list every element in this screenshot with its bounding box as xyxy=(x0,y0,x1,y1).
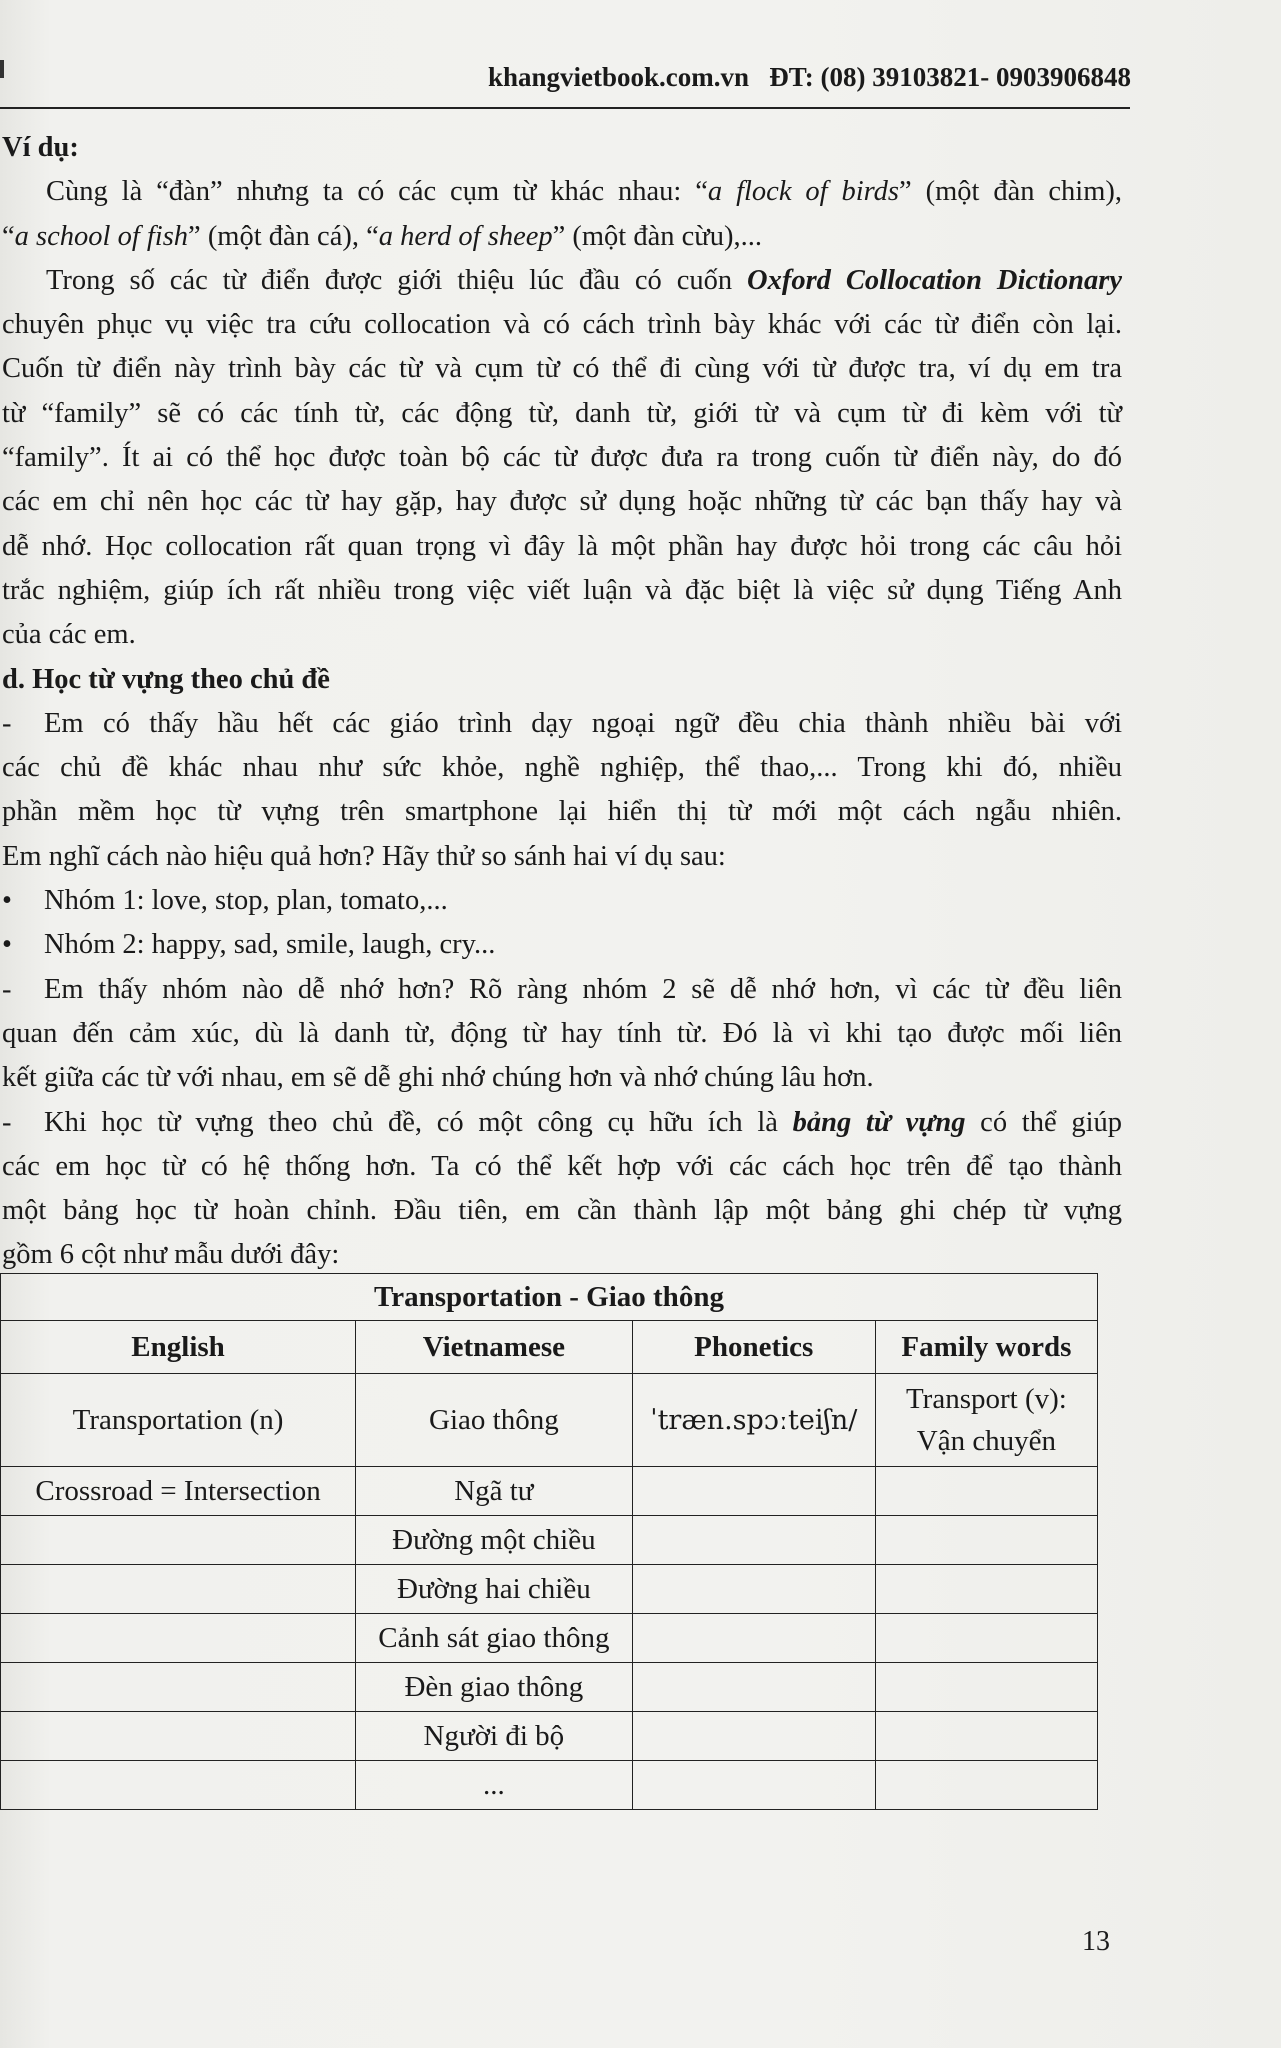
header-phone: ĐT: (08) 39103821- 0903906848 xyxy=(769,62,1131,92)
cell-phonetics xyxy=(632,1761,875,1810)
term-vocab-table: bảng từ vựng xyxy=(792,1106,966,1138)
dictionary-name: Oxford Collocation Dictionary xyxy=(747,264,1122,296)
header-site: khangvietbook.com.vn xyxy=(487,62,750,92)
cell-english xyxy=(1,1565,356,1614)
cell-phonetics xyxy=(632,1467,875,1516)
table-row xyxy=(1,1565,1098,1614)
cell-english xyxy=(1,1663,356,1712)
cell-vietnamese: Cảnh sát giao thông xyxy=(356,1614,633,1663)
header-rule xyxy=(0,107,1130,109)
page-content xyxy=(2,126,1122,1278)
cell-family-words xyxy=(875,1565,1097,1614)
header-vietnamese: Vietnamese xyxy=(356,1321,633,1374)
cell-english xyxy=(1,1516,356,1565)
cell-family-words xyxy=(875,1712,1097,1761)
cell-phonetics xyxy=(632,1565,875,1614)
dict-line-1: Trong số các từ điển được giới thiệu lúc đầu có cuốn Oxford Collocation Dictionary xyxy=(46,264,1122,296)
dict-line-5: “family”. Ít ai có thể học được toàn bộ các từ được đưa ra trong cuốn từ điển này, do đó xyxy=(2,442,1122,474)
table-header-row xyxy=(1,1321,1098,1374)
phrase-school: a school of fish xyxy=(14,220,189,252)
table-title-row xyxy=(1,1274,1098,1321)
cell-phonetics: ˈtræn.spɔːteiʃn/ xyxy=(632,1374,875,1467)
cell-family-words xyxy=(875,1467,1097,1516)
cell-english: Crossroad = Intersection xyxy=(1,1467,356,1516)
dict-line-2: chuyên phục vụ việc tra cứu collocation và có cách trình bày khác với các từ điển còn lại. xyxy=(2,309,1122,341)
table-row xyxy=(1,1614,1098,1663)
table-title: Transportation - Giao thông xyxy=(1,1274,1098,1321)
section-d-p1-line-1: - Em có thấy hầu hết các giáo trình dạy ngoại ngữ đều chia thành nhiều bài với xyxy=(2,707,1122,739)
section-d-heading: d. Học từ vựng theo chủ đề xyxy=(2,663,330,695)
section-d-p2-line-3: kết giữa các từ với nhau, em sẽ dễ ghi nhớ chúng hơn và nhớ chúng lâu hơn. xyxy=(2,1062,874,1094)
example-line-2: “a school of fish” (một đàn cá), “a herd of sheep” (một đàn cừu),... xyxy=(2,220,762,252)
section-d-p1-line-4: Em nghĩ cách nào hiệu quả hơn? Hãy thử so sánh hai ví dụ sau: xyxy=(2,840,726,872)
phrase-herd: a herd of sheep xyxy=(378,220,553,252)
phrase-flock: a flock of birds xyxy=(707,176,900,208)
vocab-table xyxy=(0,1273,1098,1810)
bullet-group-1: • Nhóm 1: love, stop, plan, tomato,... xyxy=(2,879,1122,923)
dict-line-7: dễ nhớ. Học collocation rất quan trọng vì đây là một phần hay được hỏi trong các câu hỏi xyxy=(2,530,1122,562)
section-d-p1-line-2: các chủ đề khác nhau như sức khỏe, nghề nghiệp, thể thao,... Trong khi đó, nhiều xyxy=(2,752,1122,784)
cell-vietnamese: Đèn giao thông xyxy=(356,1663,633,1712)
section-d-p1-line-3: phần mềm học từ vựng trên smartphone lại hiển thị từ mới một cách ngẫu nhiên. xyxy=(2,796,1122,828)
table-row xyxy=(1,1374,1098,1467)
table-row xyxy=(1,1761,1098,1810)
example-line-1: Cùng là “đàn” nhưng ta có các cụm từ khác nhau: “a flock of birds” (một đàn chim), xyxy=(46,176,1122,208)
cell-vietnamese: Người đi bộ xyxy=(356,1712,633,1761)
cell-family-words xyxy=(875,1614,1097,1663)
header-english: English xyxy=(1,1321,356,1374)
dict-line-8: trắc nghiệm, giúp ích rất nhiều trong việc viết luận và đặc biệt là việc sử dụng Tiếng Anh xyxy=(2,574,1122,606)
cell-phonetics xyxy=(632,1516,875,1565)
table-row xyxy=(1,1467,1098,1516)
bullet-dot-icon: • xyxy=(2,885,12,917)
cell-family-words: Transport (v): Vận chuyển xyxy=(875,1374,1097,1467)
cell-family-words xyxy=(875,1516,1097,1565)
header-family-words: Family words xyxy=(875,1321,1097,1374)
table-row xyxy=(1,1516,1098,1565)
dict-line-6: các em chỉ nên học các từ hay gặp, hay được sử dụng hoặc những từ các bạn thấy hay và xyxy=(2,486,1122,518)
section-d-p3-line-3: một bảng học từ hoàn chỉnh. Đầu tiên, em cần thành lập một bảng ghi chép từ vựng xyxy=(2,1195,1122,1227)
cell-phonetics xyxy=(632,1663,875,1712)
bullet-group-2: • Nhóm 2: happy, sad, smile, laugh, cry... xyxy=(2,923,1122,967)
dict-line-3: Cuốn từ điển này trình bày các từ và cụm từ có thể đi cùng với từ được tra, ví dụ em tra xyxy=(2,353,1122,385)
table-row xyxy=(1,1663,1098,1712)
bullet-dot-icon: • xyxy=(2,929,12,961)
cell-vietnamese: Ngã tư xyxy=(356,1467,633,1516)
cell-vietnamese: Đường một chiều xyxy=(356,1516,633,1565)
dict-line-4: từ “family” sẽ có các tính từ, các động từ, danh từ, giới từ và cụm từ đi kèm với từ xyxy=(2,397,1122,429)
section-d-p3-line-4: gồm 6 cột như mẫu dưới đây: xyxy=(2,1239,340,1271)
cell-family-words xyxy=(875,1761,1097,1810)
cell-english xyxy=(1,1761,356,1810)
section-d-p2-line-1: - Em thấy nhóm nào dễ nhớ hơn? Rõ ràng nhóm 2 sẽ dễ nhớ hơn, vì các từ đều liên xyxy=(2,973,1122,1005)
cell-phonetics xyxy=(632,1712,875,1761)
cell-phonetics xyxy=(632,1614,875,1663)
cell-family-words xyxy=(875,1663,1097,1712)
example-heading: Ví dụ: xyxy=(2,132,79,163)
page-number: 13 xyxy=(1082,1926,1110,1957)
page-header xyxy=(0,62,1131,93)
cell-vietnamese: Giao thông xyxy=(356,1374,633,1467)
cell-english: Transportation (n) xyxy=(1,1374,356,1467)
cell-vietnamese: Đường hai chiều xyxy=(356,1565,633,1614)
dict-line-9: của các em. xyxy=(2,619,136,651)
cell-english xyxy=(1,1614,356,1663)
section-d-p3-line-1: - Khi học từ vựng theo chủ đề, có một công cụ hữu ích là bảng từ vựng có thể giúp xyxy=(2,1106,1123,1138)
section-d-p3-line-2: các em học từ có hệ thống hơn. Ta có thể kết hợp với các cách học trên để tạo thành xyxy=(2,1150,1122,1182)
cell-vietnamese: ... xyxy=(356,1761,633,1810)
cell-english xyxy=(1,1712,356,1761)
header-phonetics: Phonetics xyxy=(632,1321,875,1374)
section-d-p2-line-2: quan đến cảm xúc, dù là danh từ, động từ hay tính từ. Đó là vì khi tạo được mối liên xyxy=(2,1017,1122,1049)
table-row xyxy=(1,1712,1098,1761)
